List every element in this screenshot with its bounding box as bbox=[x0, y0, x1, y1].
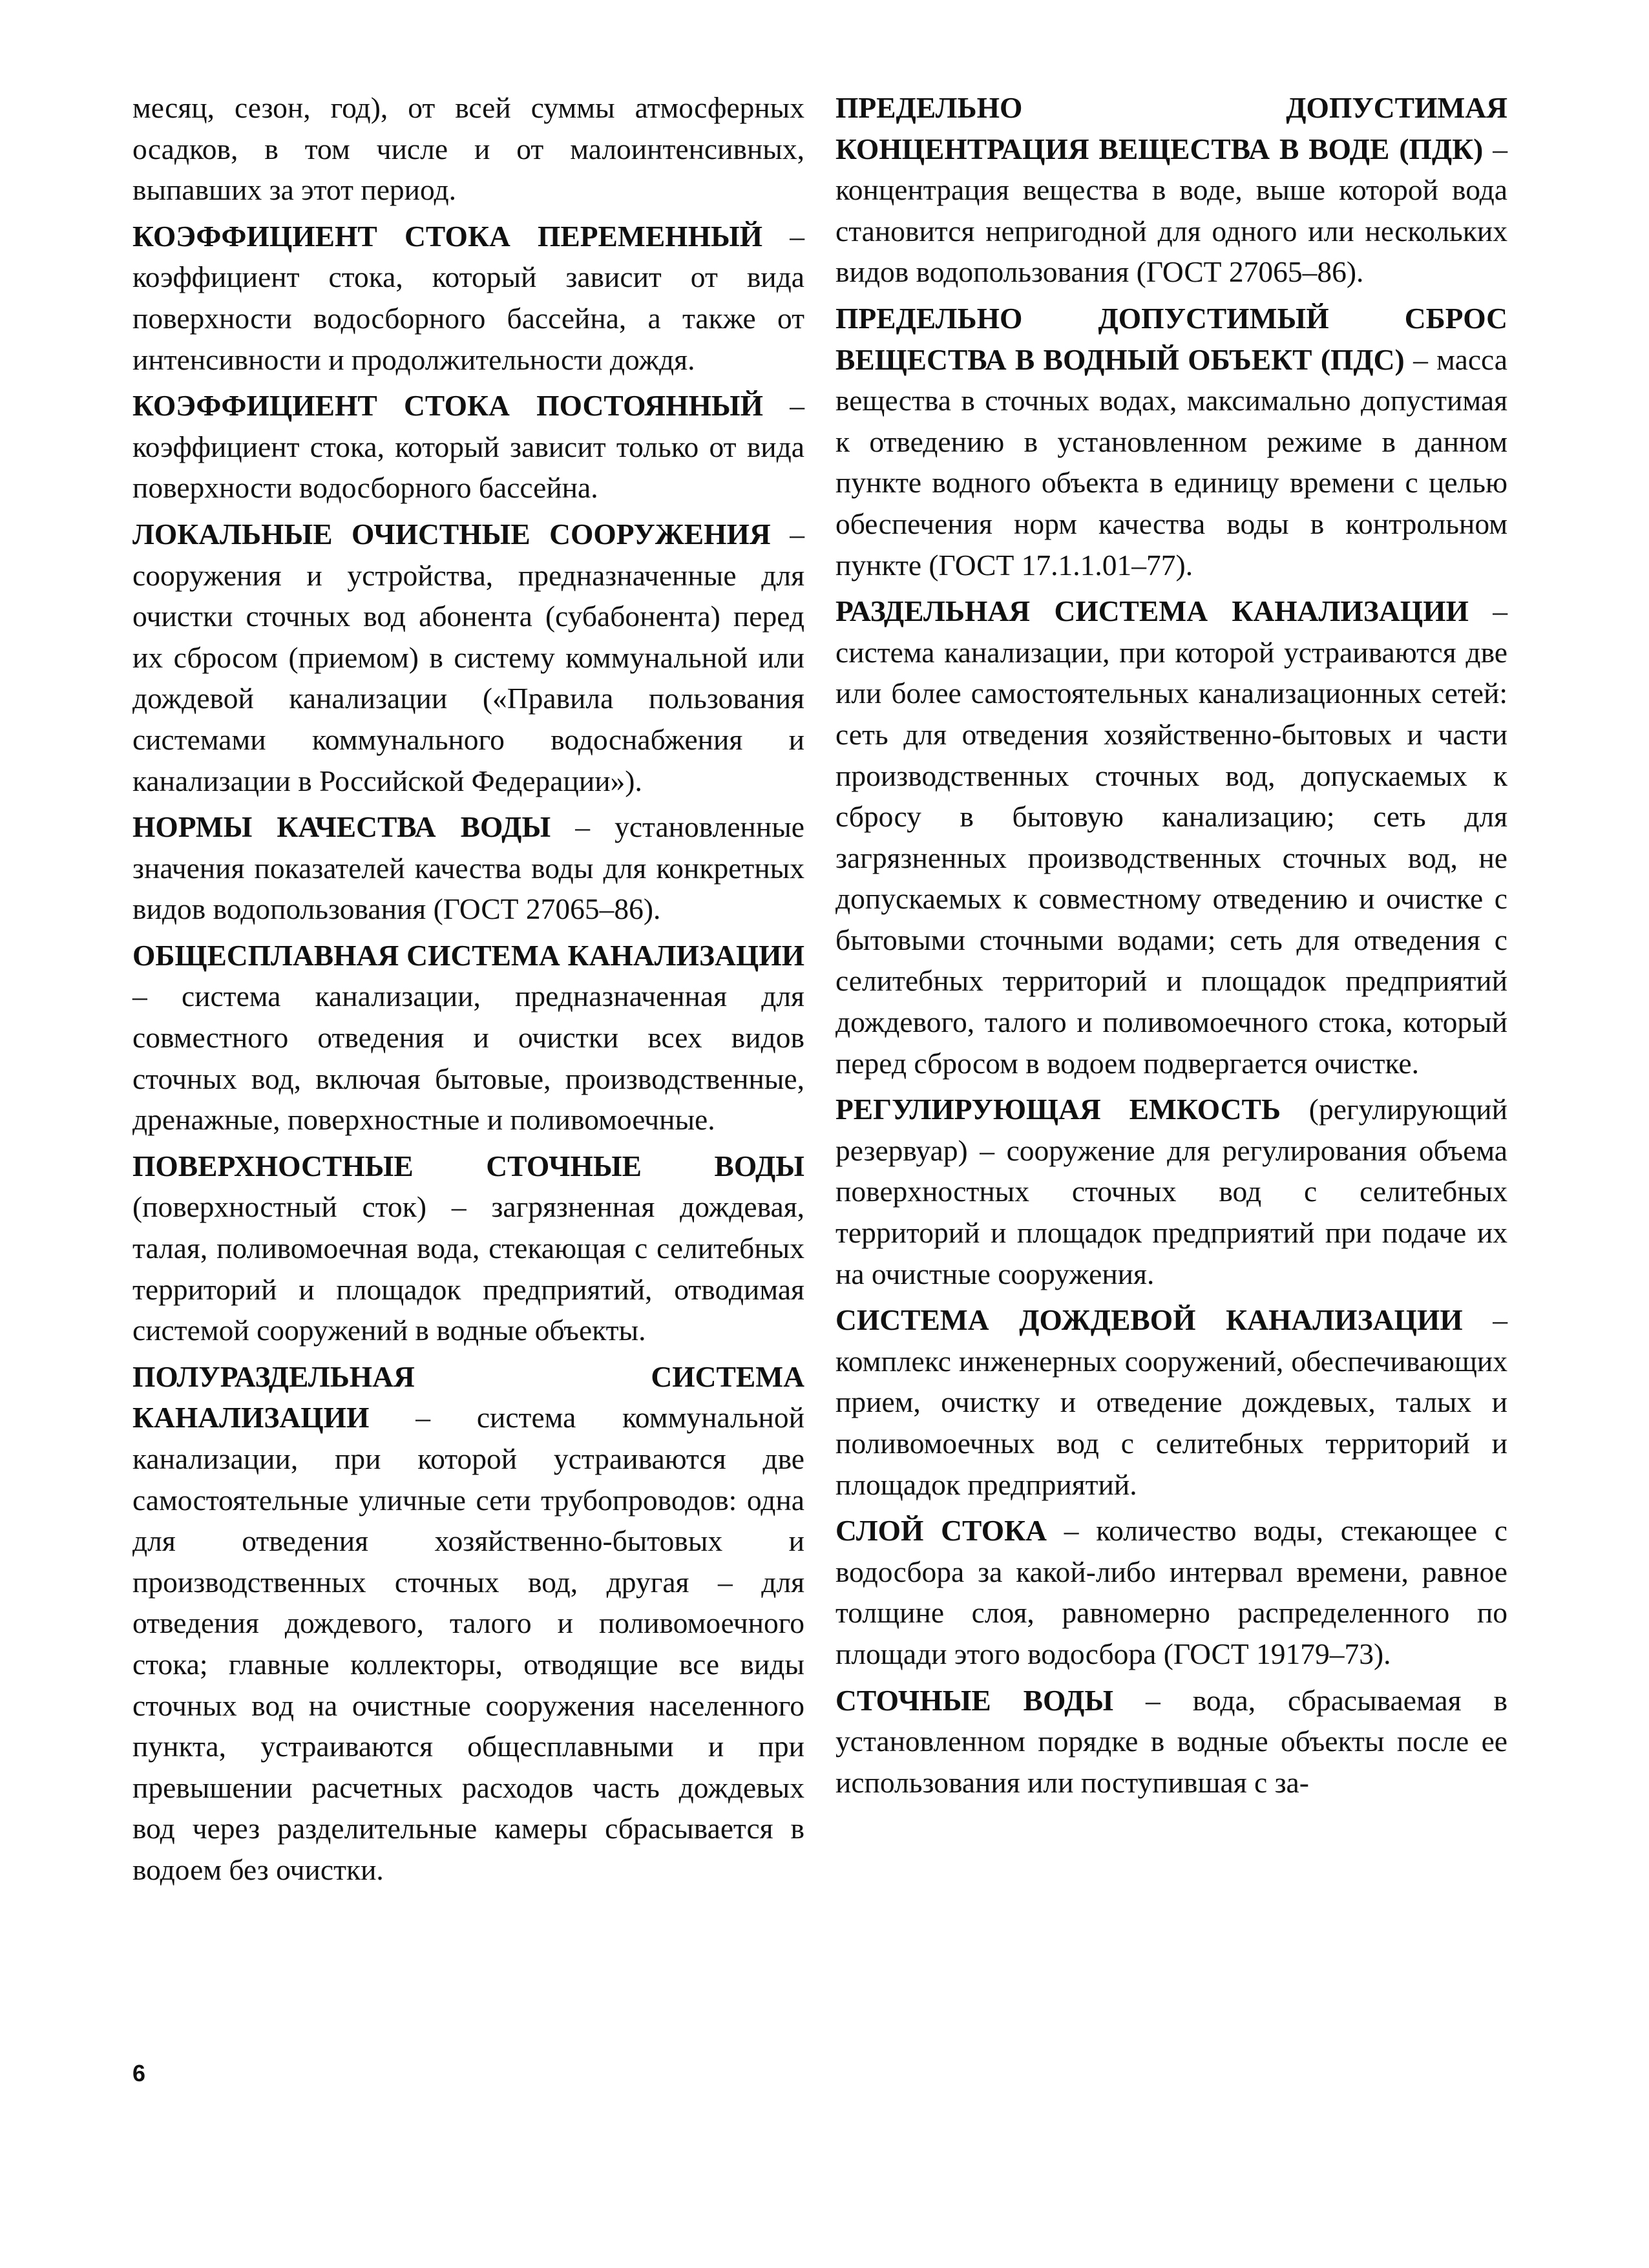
entry-definition: – количество воды, стекающее с водосбора за какой-либо интервал времени, равное толщине слоя, равномерно распределенного по площади этого водосбора (ГОСТ 19179–73). bbox=[835, 1514, 1508, 1670]
glossary-entry bbox=[835, 298, 1507, 585]
glossary-entry bbox=[132, 385, 804, 509]
entry-definition: – система коммунальной канализации, при которой устраиваются две самостоятельные уличные сети трубопроводов: одна для отведения хозяйственно-бытовых и производственных сточных вод, другая – для отведения дождевого, талого и поливомоечного стока; главные коллекторы, отводящие все виды сточных вод на очистные сооружения населенного пункта, устраиваются общесплавными и при превышении расчетных расходов часть дождевых вод через разделительные камеры сбрасывается в водоем без очистки. bbox=[132, 1401, 804, 1886]
entry-definition: – сооружения и устройства, предназначенные для очистки сточных вод абонента (субабонента) перед их сбросом (приемом) в систему коммунальной или дождевой канализации («Правила пользования системами коммунального водоснабжения и канализации в Российской Федерации»). bbox=[132, 517, 804, 797]
entry-term: НОРМЫ КАЧЕСТВА ВОДЫ bbox=[132, 810, 551, 844]
glossary-entry bbox=[132, 1146, 804, 1351]
entry-definition: – система канализации, предназначенная для совместного отведения и очистки всех видов сточных вод, включая бытовые, производственные, дренажные, поверхностные и поливомоечные. bbox=[132, 980, 804, 1137]
entry-definition: – коэффициент стока, который зависит только от вида поверхности водосборного бассейна. bbox=[132, 389, 805, 505]
glossary-entry bbox=[835, 87, 1507, 293]
continuation-text: месяц, сезон, год), от всей суммы атмосферных осадков, в том числе и от малоинтенсивных, выпавших за этот период. bbox=[132, 91, 804, 207]
glossary-entry bbox=[132, 935, 804, 1140]
entry-definition: (поверхностный сток) – загрязненная дождевая, талая, поливомоечная вода, стекающая с селитебных территорий и площадок предприятий, отводимая системой сооружений в водные объекты. bbox=[132, 1190, 804, 1347]
entry-term: ПРЕДЕЛЬНО ДОПУСТИМЫЙ СБРОС ВЕЩЕСТВА В ВОДНЫЙ ОБЪЕКТ (ПДС) bbox=[835, 301, 1507, 376]
glossary-entry bbox=[835, 1510, 1507, 1674]
entry-definition: – система канализации, при которой устраиваются две или более самостоятельных канализационных сетей: сеть для отведения хозяйственно-бытовых и части производственных сточных вод, допускаемых к сбросу в бытовую канализацию; сеть для загрязненных производственных сточных вод, не допускаемых к совместному отведению и очистке с бытовыми сточными водами; сеть для отведения с селитебных территорий и площадок предприятий дождевого, талого и поливомоечного стока, который перед сбросом в водоем подвергается очистке. bbox=[835, 594, 1507, 1080]
entry-term: КОЭФФИЦИЕНТ СТОКА ПОСТОЯННЫЙ bbox=[132, 389, 763, 423]
entry-definition: – комплекс инженерных сооружений, обеспечивающих прием, очистку и отведение дождевых, талых и поливомоечных вод с селитебных территорий и площадок предприятий. bbox=[835, 1303, 1508, 1501]
left-column bbox=[132, 87, 804, 1896]
glossary-entry bbox=[132, 514, 804, 801]
entry-term: РЕГУЛИРУЮЩАЯ ЕМКОСТЬ bbox=[835, 1093, 1281, 1126]
glossary-entry bbox=[835, 1680, 1507, 1803]
entry-term: СТОЧНЫЕ ВОДЫ bbox=[835, 1683, 1114, 1717]
page-number: 6 bbox=[132, 2060, 146, 2086]
entry-term: ПОЛУРАЗДЕЛЬНАЯ СИСТЕМА КАНАЛИЗАЦИИ bbox=[132, 1360, 804, 1434]
entry-term: СИСТЕМА ДОЖДЕВОЙ КАНАЛИЗАЦИИ bbox=[835, 1303, 1463, 1337]
entry-term: ПРЕДЕЛЬНО ДОПУСТИМАЯ КОНЦЕНТРАЦИЯ ВЕЩЕСТВА В ВОДЕ (ПДК) bbox=[835, 91, 1507, 165]
entry-term: ОБЩЕСПЛАВНАЯ СИСТЕМА КАНАЛИЗАЦИИ bbox=[132, 938, 804, 972]
right-column bbox=[835, 87, 1507, 1808]
glossary-entry bbox=[835, 591, 1507, 1084]
glossary-entry bbox=[132, 216, 804, 380]
entry-term: ПОВЕРХНОСТНЫЕ СТОЧНЫЕ ВОДЫ bbox=[132, 1149, 804, 1182]
entry-term: СЛОЙ СТОКА bbox=[835, 1514, 1047, 1548]
entry-term: РАЗДЕЛЬНАЯ СИСТЕМА КАНАЛИЗАЦИИ bbox=[835, 594, 1469, 628]
entry-definition: – вода, сбрасываемая в установленном порядке в водные объекты после ее использования или поступившая с за- bbox=[835, 1683, 1507, 1799]
entry-definition: – концентрация вещества в воде, выше которой вода становится непригодной для одного или нескольких видов водопользования (ГОСТ 27065–86). bbox=[835, 132, 1508, 289]
entry-term: ЛОКАЛЬНЫЕ ОЧИСТНЫЕ СООРУЖЕНИЯ bbox=[132, 517, 771, 551]
glossary-entry bbox=[835, 1299, 1507, 1505]
entry-term: КОЭФФИЦИЕНТ СТОКА ПЕРЕМЕННЫЙ bbox=[132, 219, 763, 253]
glossary-entry bbox=[835, 1089, 1507, 1294]
glossary-entry bbox=[132, 806, 804, 930]
glossary-entry bbox=[132, 1356, 804, 1891]
entry-definition: – коэффициент стока, который зависит от вида поверхности водосборного бассейна, а также от интенсивности и продолжительности дождя. bbox=[132, 219, 804, 376]
entry-definition: – установленные значения показателей качества воды для конкретных видов водопользования (ГОСТ 27065–86). bbox=[132, 810, 804, 926]
entry-definition: – масса вещества в сточных водах, максимально допустимая к отведению в установленном режиме в данном пункте водного объекта в единицу времени с целью обеспечения норм качества воды в контрольном пункте (ГОСТ 17.1.1.01–77). bbox=[835, 342, 1507, 582]
entry-definition: (регулирующий резервуар) – сооружение для регулирования объема поверхностных сточных вод с селитебных территорий и площадок предприятий при подаче их на очистные сооружения. bbox=[835, 1093, 1507, 1290]
